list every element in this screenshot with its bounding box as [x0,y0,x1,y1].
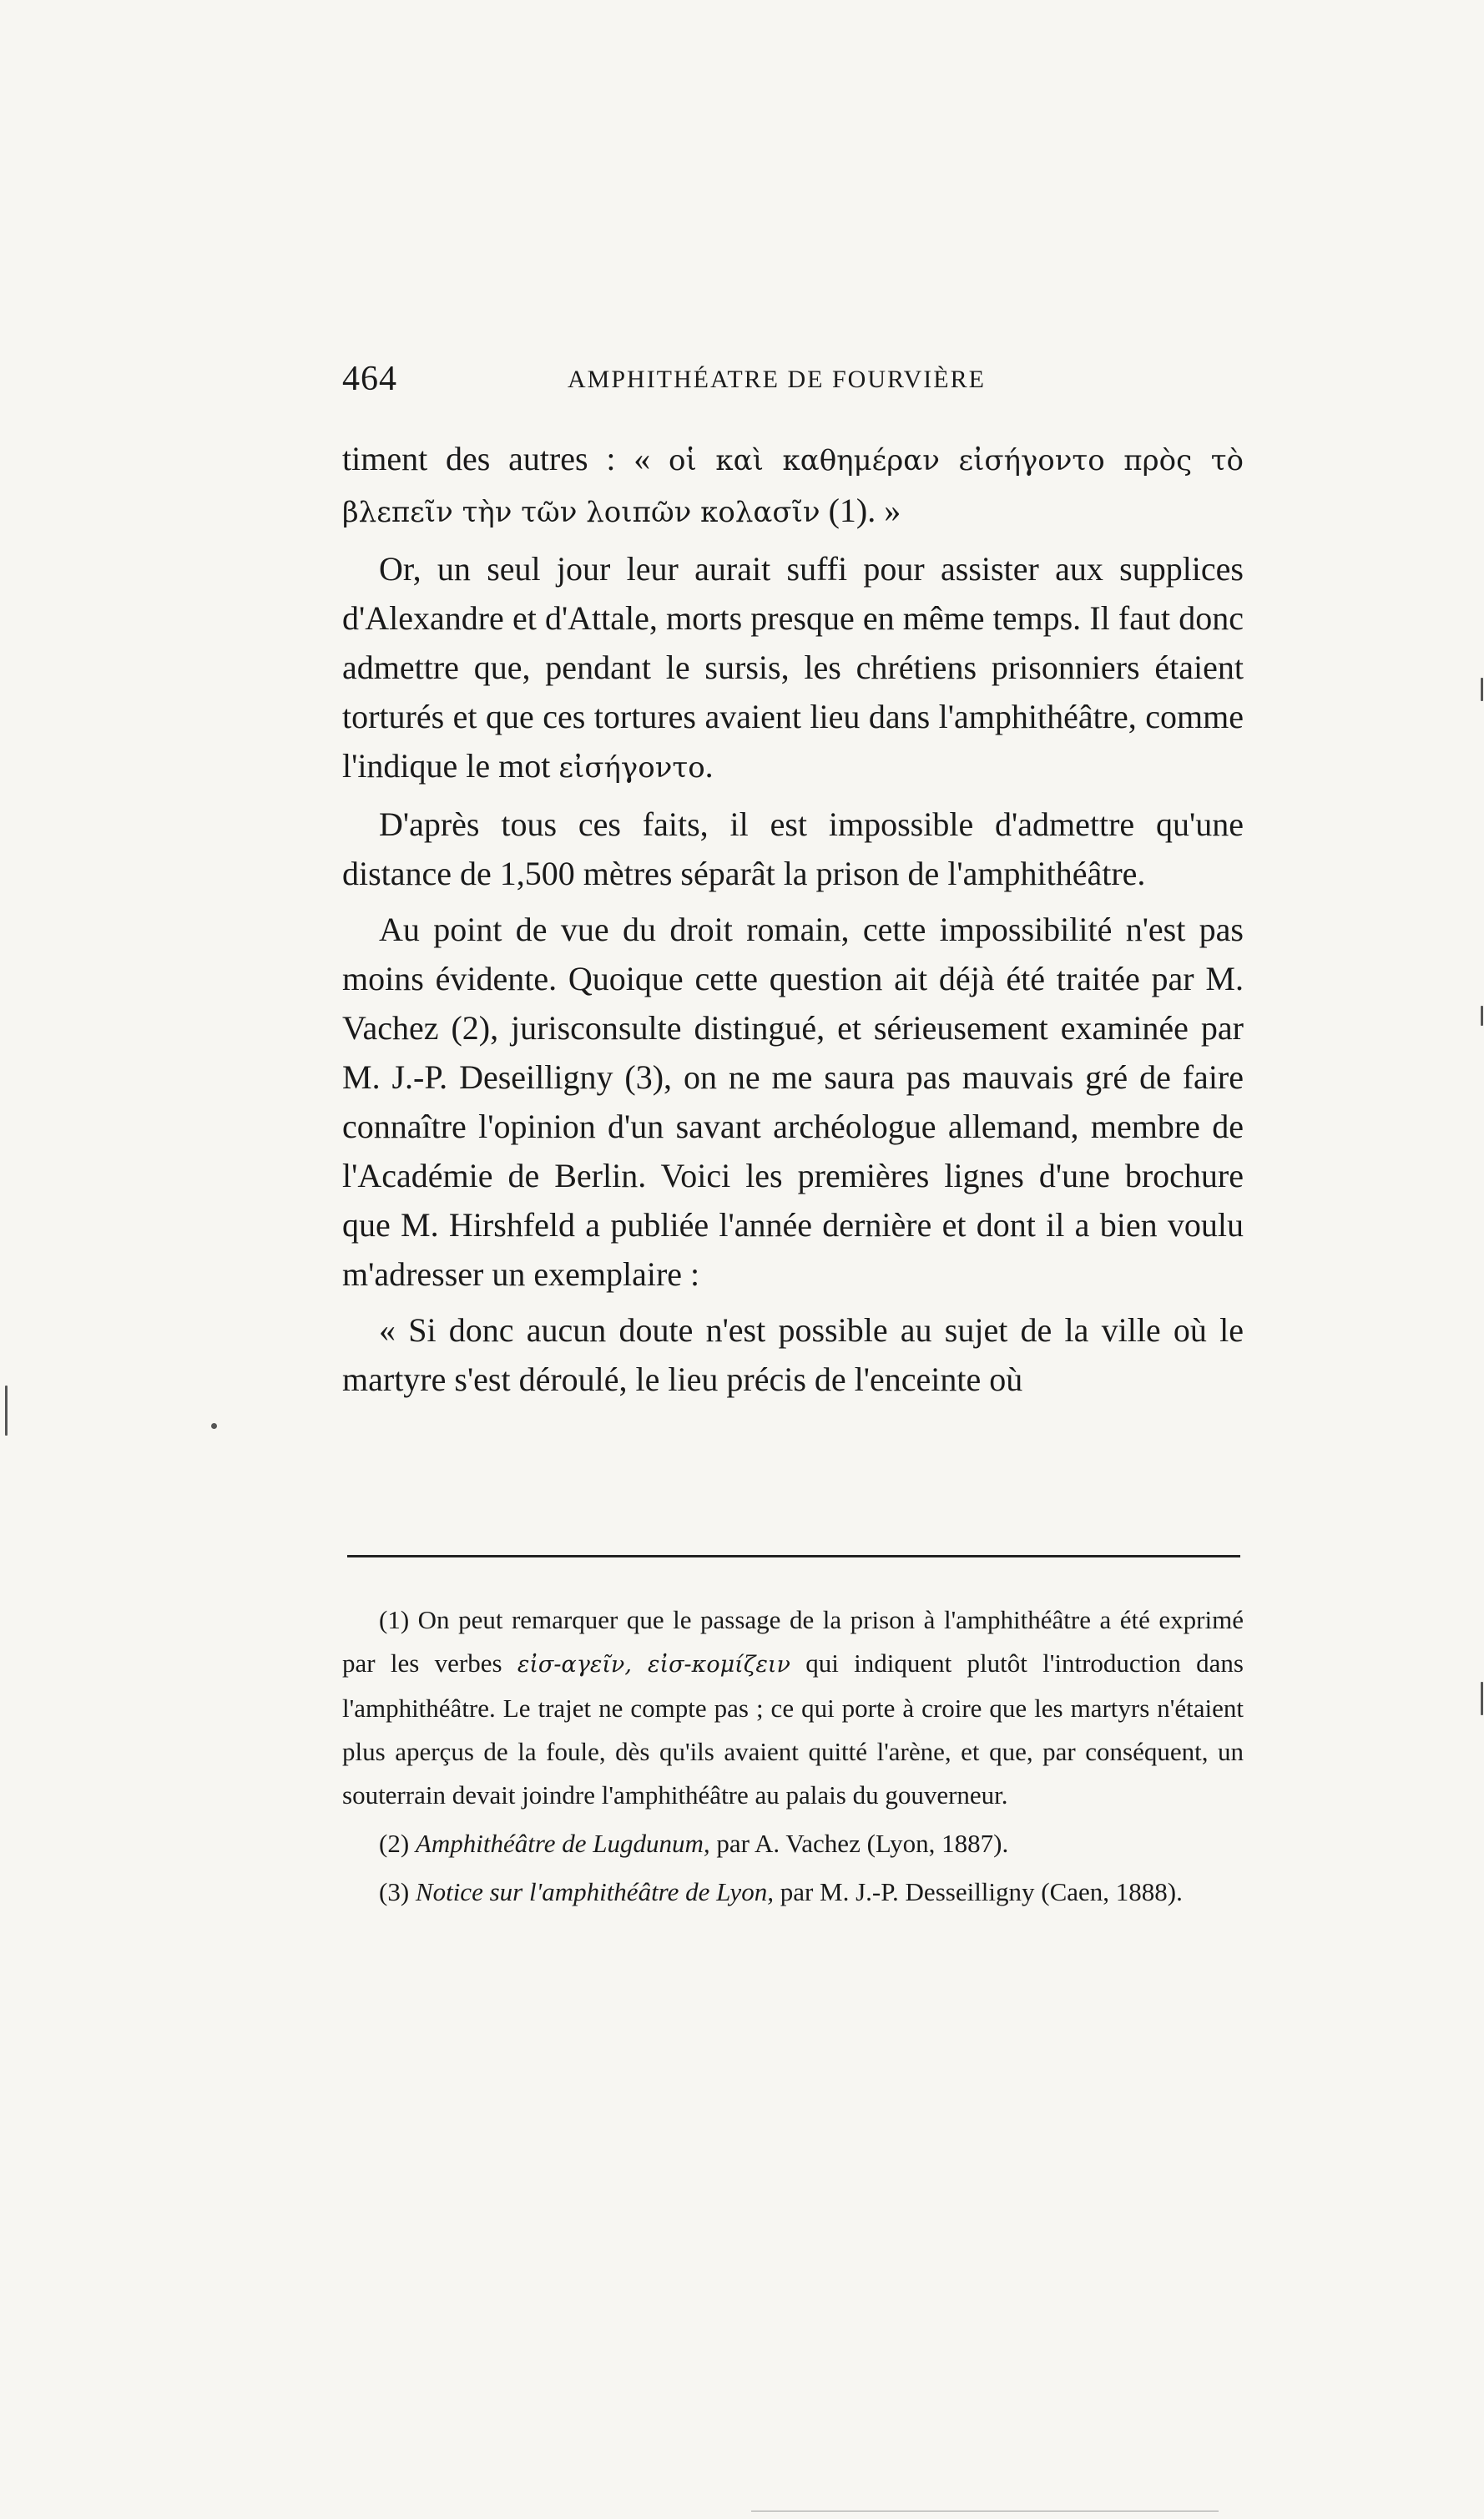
running-title: AMPHITHÉATRE DE FOURVIÈRE [568,366,986,393]
footnote-3-lead: (3) [379,1877,416,1906]
paragraph-1-tail: (1). » [820,492,901,529]
paragraph-2 [342,544,1244,793]
footnote-1 [342,1598,1244,1817]
footnote-3-tail: par M. J.-P. Desseilligny (Caen, 1888). [773,1877,1183,1906]
paper-speck [1481,1682,1483,1715]
paragraph-4: Au point de vue du droit romain, cette impossibilité n'est pas moins évidente. Quoique cette question ait déjà été traitée par M. Vachez (2), jurisconsulte distingué, et sérieusement examinée par M. J.-P. Deseilligny (3), on ne me saura pas mauvais gré de faire connaître l'opinion d'un savant archéologue allemand, membre de l'Académie de Berlin. Voici les premières lignes d'une brochure que M. Hirshfeld a publiée l'année dernière et dont il a bien voulu m'adresser un exemplaire : [342,911,1244,1293]
paper-speck [5,1386,8,1436]
paragraph-3: D'après tous ces faits, il est impossible d'admettre qu'une distance de 1,500 mètres séparât la prison de l'amphithéâtre. [342,805,1244,892]
footnote-2-lead: (2) [379,1829,416,1858]
greek-word: εἰσήγοντο [558,751,705,785]
footnote-2-tail: par A. Vachez (Lyon, 1887). [709,1829,1009,1858]
footnote-2 [342,1822,1244,1865]
footnote-1-lead: (1) On peut remarquer que le passage de la prison à l'amphithéâtre a été exprimé par les verbes [342,1605,1244,1678]
footnote-1-greek: εἰσ-αγεῖν, εἰσ-κομίζειν [517,1652,790,1678]
paragraph-5: « Si donc aucun doute n'est possible au sujet de la ville où le martyre s'est déroulé, le lieu précis de l'enceinte où [342,1311,1244,1398]
greek-quotation: οἱ καὶ καθημέραν εἰσήγοντο πρὸς τὸ βλεπεῖν τὴν τῶν λοιπῶν κολασῖν [342,444,1244,529]
footnote-1-tail: qui indiquent plutôt l'introduction dans l'amphithéâtre. Le trajet ne compte pas ; ce qui porte à croire que les martyrs n'étaient plus aperçus de la foule, dès qu'ils avaient quitté l'arène, et que, par conséquent, un souterrain devait joindre l'amphithéâtre au palais du gouverneur. [342,1648,1244,1810]
footnote-3-title: Notice sur l'amphithéâtre de Lyon, [415,1877,774,1906]
body-text [342,434,1244,1404]
paragraph-2-lead: Or, un seul jour leur aurait suffi pour assister aux supplices d'Alexandre et d'Attale, morts presque en même temps. Il faut donc admettre que, pendant le sursis, les chrétiens prisonniers étaient torturés et que ces tortures avaient lieu dans l'amphithéâtre, comme l'indique le mot [342,550,1244,785]
paragraph-1-lead: timent des autres : « [342,440,669,477]
page-number: 464 [342,360,397,398]
paragraph-2-tail: . [704,747,714,785]
footnote-3 [342,1870,1244,1914]
footnote-divider [347,1555,1240,1557]
paper-speck [1481,1006,1483,1026]
paper-speck [211,1423,217,1429]
paper-speck [1481,678,1483,701]
paragraph-1 [342,434,1244,538]
footnote-2-title: Amphithéâtre de Lugdunum, [415,1829,710,1858]
page-header [342,359,1244,409]
footnotes [342,1598,1244,1914]
